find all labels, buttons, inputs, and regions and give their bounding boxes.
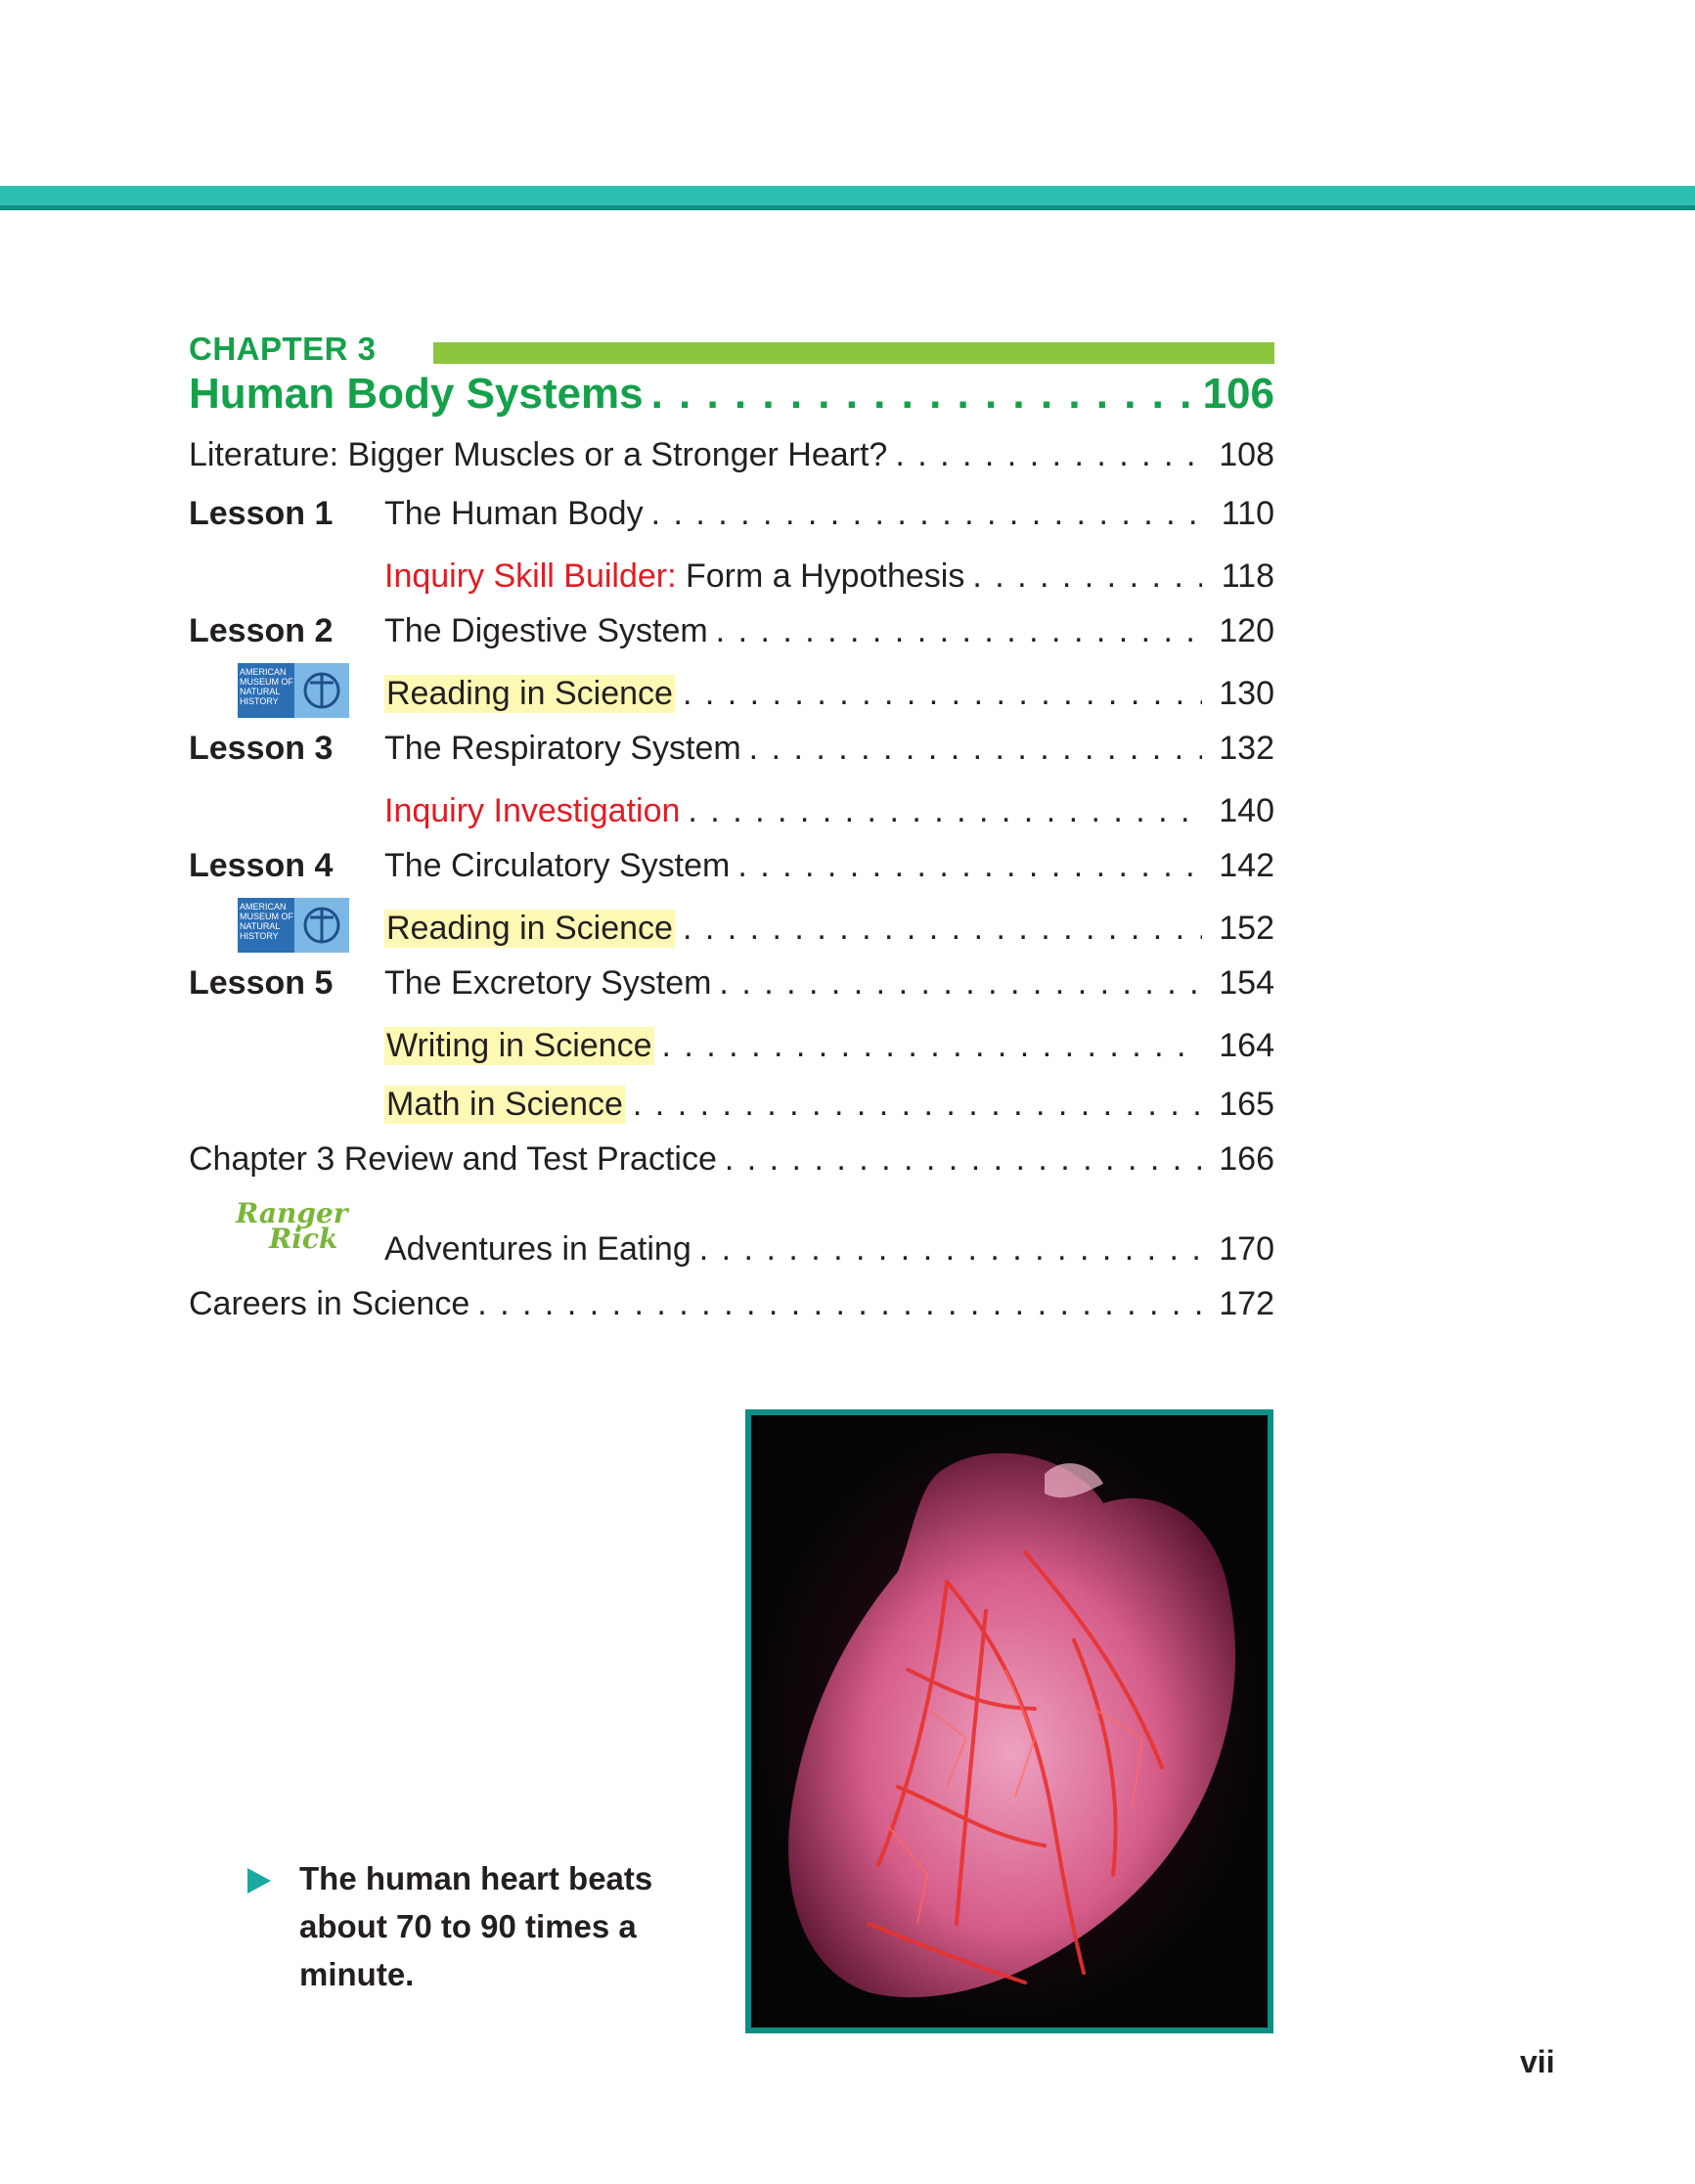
toc-entry-lesson-3[interactable] xyxy=(189,730,1274,788)
dot-leader xyxy=(725,1140,1202,1179)
dot-leader xyxy=(662,1027,1203,1065)
entry-title: The Human Body xyxy=(384,495,644,532)
entry-title: Reading in Science xyxy=(386,675,673,712)
table-of-contents xyxy=(189,323,1274,1344)
dot-leader xyxy=(716,612,1202,650)
page-number: 106 xyxy=(1202,370,1274,418)
page-number: 164 xyxy=(1219,1027,1274,1064)
entry-title: Math in Science xyxy=(386,1086,623,1123)
entry-title: Adventures in Eating xyxy=(384,1230,691,1268)
toc-entry-reading-in-science[interactable] xyxy=(189,667,1274,730)
lesson-label: Lesson 3 xyxy=(189,730,334,767)
toc-entry-math-in-science[interactable] xyxy=(189,1082,1274,1140)
entry-title: The Digestive System xyxy=(384,612,708,649)
toc-entry-lesson-2[interactable] xyxy=(189,612,1274,671)
ranger-rick-logo: Ranger Rick xyxy=(236,1197,348,1255)
toc-entry-literature[interactable] xyxy=(189,436,1274,495)
caption-text: The human heart beats about 70 to 90 times a minute. xyxy=(299,1860,653,1992)
toc-entry-inquiry-investigation[interactable] xyxy=(189,788,1274,847)
toc-entry-inquiry-skill-builder[interactable] xyxy=(189,554,1274,612)
entry-title: The Circulatory System xyxy=(384,847,731,884)
page-number: 108 xyxy=(1219,436,1274,473)
chapter-title: Human Body Systems xyxy=(189,370,644,418)
dot-leader xyxy=(651,370,1195,419)
page-number: 154 xyxy=(1219,964,1274,1002)
toc-entry-lesson-1[interactable] xyxy=(189,495,1274,554)
page-number: 132 xyxy=(1219,730,1274,767)
toc-entry-lesson-4[interactable] xyxy=(189,847,1274,906)
chapter-title-row[interactable] xyxy=(189,370,1274,436)
amnh-logo: AMERICAN MUSEUM OF NATURAL HISTORY xyxy=(238,663,349,718)
lesson-label: Lesson 4 xyxy=(189,847,334,884)
museum-figure-icon xyxy=(294,663,349,718)
heart-illustration xyxy=(751,1415,1268,2028)
toc-entry-careers-in-science[interactable] xyxy=(189,1285,1274,1344)
entry-title: Careers in Science xyxy=(189,1285,470,1322)
entry-title: Writing in Science xyxy=(386,1027,652,1064)
amnh-logo: AMERICAN MUSEUM OF NATURAL HISTORY xyxy=(238,898,349,953)
dot-leader xyxy=(699,1230,1202,1269)
lesson-label: Lesson 1 xyxy=(189,495,334,532)
dot-leader xyxy=(972,557,1202,596)
toc-entry-writing-in-science[interactable] xyxy=(189,1023,1274,1082)
dot-leader xyxy=(749,730,1202,768)
page-number: 130 xyxy=(1219,675,1274,712)
entry-title: The Respiratory System xyxy=(384,730,741,767)
page-number: 166 xyxy=(1219,1140,1274,1178)
feature-label: Inquiry Skill Builder: xyxy=(384,557,677,595)
entry-title: Reading in Science xyxy=(386,910,673,947)
entry-title: Form a Hypothesis xyxy=(676,557,965,595)
toc-entry-chapter-review[interactable] xyxy=(189,1140,1274,1199)
heart-photo-frame xyxy=(745,1409,1273,2033)
toc-entry-lesson-5[interactable] xyxy=(189,964,1274,1023)
dot-leader xyxy=(651,495,1202,533)
lesson-label: Lesson 2 xyxy=(189,612,334,649)
page-number: 110 xyxy=(1221,495,1274,532)
dot-leader xyxy=(477,1285,1202,1323)
entry-title: Literature: Bigger Muscles or a Stronger Heart? xyxy=(189,436,888,473)
photo-caption xyxy=(250,1854,739,1998)
page-number: 120 xyxy=(1219,612,1274,649)
heart-photo xyxy=(751,1415,1268,2028)
page-number: 118 xyxy=(1221,557,1274,595)
entry-title: Chapter 3 Review and Test Practice xyxy=(189,1140,717,1178)
page-number: 172 xyxy=(1219,1285,1274,1322)
page-number: 140 xyxy=(1219,792,1274,829)
caption-arrow-icon xyxy=(247,1868,271,1894)
toc-entry-reading-in-science[interactable] xyxy=(189,902,1274,964)
dot-leader xyxy=(895,436,1202,474)
dot-leader xyxy=(688,792,1202,830)
top-teal-rule-shadow xyxy=(0,205,1695,210)
dot-leader xyxy=(719,964,1202,1003)
page-number: 165 xyxy=(1219,1086,1274,1123)
dot-leader xyxy=(683,910,1202,948)
chapter-label: CHAPTER 3 xyxy=(189,331,377,367)
museum-figure-icon xyxy=(294,898,349,953)
page-number: 152 xyxy=(1219,910,1274,947)
entry-title: Inquiry Investigation xyxy=(384,792,681,829)
top-teal-rule xyxy=(0,186,1695,205)
toc-entry-adventures-in-eating[interactable] xyxy=(189,1197,1274,1285)
dot-leader xyxy=(633,1086,1202,1124)
entry-title: The Excretory System xyxy=(384,964,712,1002)
lesson-label: Lesson 5 xyxy=(189,964,334,1002)
page-number: 170 xyxy=(1219,1230,1274,1268)
page-folio: vii xyxy=(1520,2044,1555,2079)
dot-leader xyxy=(737,847,1202,885)
chapter-header xyxy=(189,323,1274,370)
page-number: 142 xyxy=(1219,847,1274,884)
dot-leader xyxy=(683,675,1202,713)
chapter-green-bar xyxy=(433,342,1274,364)
